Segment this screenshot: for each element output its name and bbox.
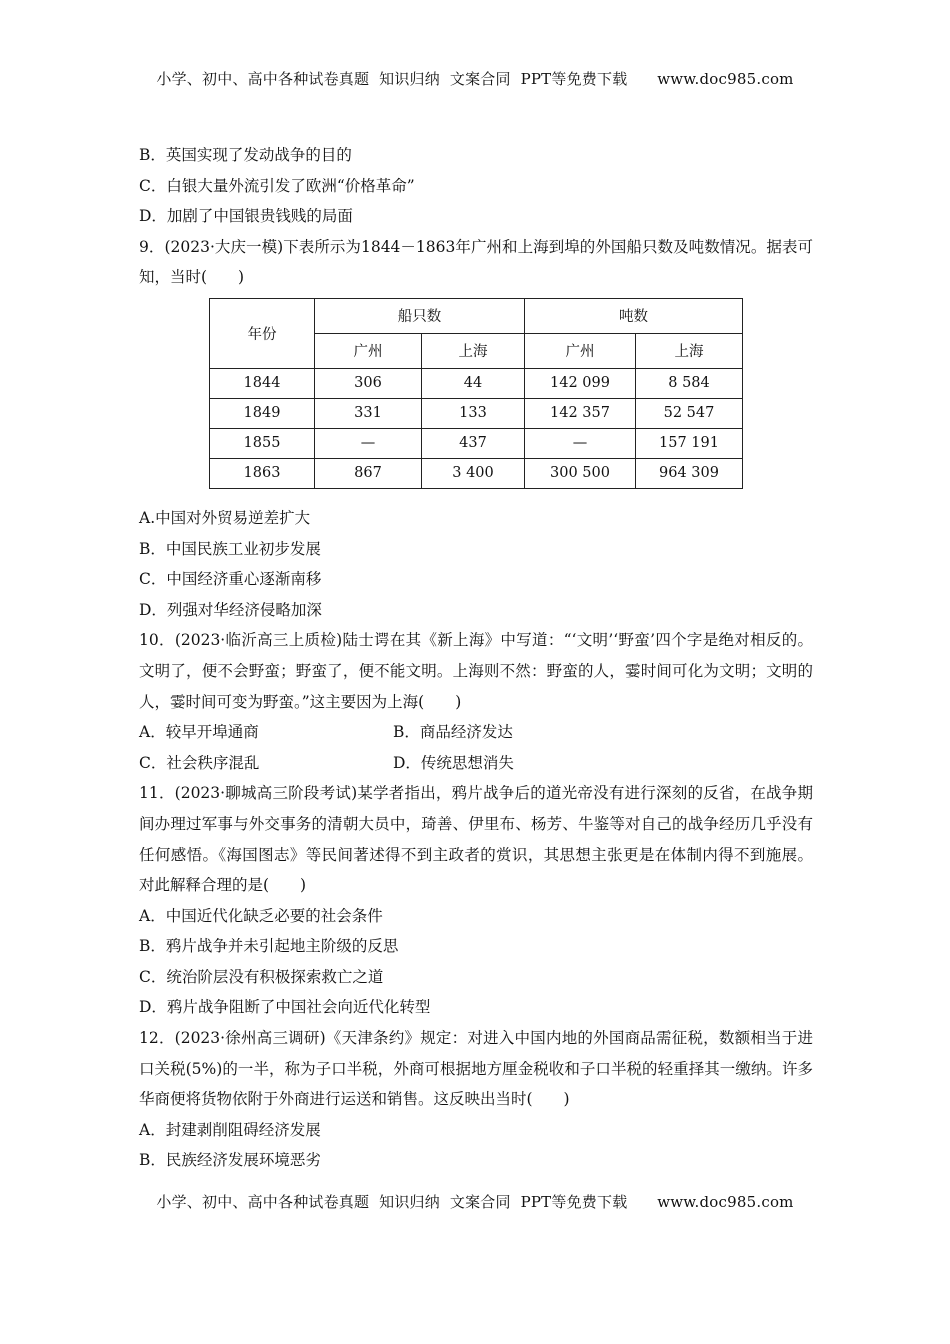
exam-content: [139, 140, 813, 1176]
table-cell: 867: [315, 458, 422, 488]
table-cell: 3 400: [422, 458, 525, 488]
q10-option-d: D．传统思想消失: [393, 753, 514, 772]
q10-option-c: C．社会秩序混乱: [139, 753, 260, 772]
q11-option-b: B．鸦片战争并未引起地主阶级的反思: [139, 937, 399, 956]
table-cell: 306: [315, 368, 422, 398]
q12-stem: 12．(2023·徐州高三调研)《天津条约》规定：对进入中国内地的外国商品需征税，数额相当于进口关税(5%)的一半，称为子口半税，外商可根据地方厘金税收和子口半税的轻重择其一缴纳。许多华商便将货物依附于外商进行运送和销售。这反映出当时( ): [139, 1029, 813, 1109]
q9-stem: 9．(2023·大庆一模)下表所示为1844－1863年广州和上海到埠的外国船只数及吨数情况。据表可知，当时( ): [139, 237, 813, 287]
table-row: [210, 458, 743, 488]
q11-option-a: A．中国近代化缺乏必要的社会条件: [139, 906, 383, 925]
table-cell: 1844: [210, 368, 315, 398]
q10-option-a: A．较早开埠通商: [139, 723, 259, 742]
table-cell: 142 099: [525, 368, 636, 398]
table-cell: 437: [422, 428, 525, 458]
q11-stem: 11．(2023·聊城高三阶段考试)某学者指出，鸦片战争后的道光帝没有进行深刻的反省，在战争期间办理过军事与外交事务的清朝大员中，琦善、伊里布、杨芳、牛鉴等对自己的战争经历几乎没有任何感悟。《海国图志》等民间著述得不到主政者的赏识，其思想主张更是在体制内得不到施展。对此解释合理的是( ): [139, 784, 813, 895]
ships-header: 船只数: [315, 298, 525, 333]
q8-option-c: C．白银大量外流引发了欧洲“价格革命”: [139, 176, 415, 195]
table-cell: 133: [422, 398, 525, 428]
sub-header: 广州: [315, 333, 422, 368]
q12-option-a: A．封建剥削阻碍经济发展: [139, 1120, 321, 1139]
table-cell: 964 309: [636, 458, 743, 488]
sub-header: 上海: [422, 333, 525, 368]
q9-option-d: D．列强对华经济侵略加深: [139, 600, 322, 619]
q10-options-row-1: [139, 717, 813, 748]
table-cell: 157 191: [636, 428, 743, 458]
table-cell: 1863: [210, 458, 315, 488]
table-header-row: [210, 298, 743, 333]
table-row: [210, 368, 743, 398]
q10-stem: 10．(2023·临沂高三上质检)陆士谔在其《新上海》中写道：“‘文明’‘野蛮’四个字是绝对相反的。文明了，便不会野蛮；野蛮了，便不能文明。上海则不然：野蛮的人，霎时间可化为文明；文明的人，霎时间可变为野蛮。”这主要因为上海( ): [139, 631, 813, 711]
q11-option-d: D．鸦片战争阻断了中国社会向近代化转型: [139, 998, 431, 1017]
table-cell: 142 357: [525, 398, 636, 428]
table-row: [210, 398, 743, 428]
table-cell: 300 500: [525, 458, 636, 488]
table-cell: 331: [315, 398, 422, 428]
table-cell: 1855: [210, 428, 315, 458]
table-row: [210, 428, 743, 458]
table-cell: —: [315, 428, 422, 458]
tonnage-header: 吨数: [525, 298, 743, 333]
table-cell: 52 547: [636, 398, 743, 428]
sub-header: 上海: [636, 333, 743, 368]
q9-option-a: A.中国对外贸易逆差扩大: [139, 508, 311, 527]
page-header: 小学、初中、高中各种试卷真题 知识归纳 文案合同 PPT等免费下载 www.doc985.com: [156, 70, 794, 88]
q10-option-b: B．商品经济发达: [393, 723, 513, 742]
q11-option-c: C．统治阶层没有积极探索救亡之道: [139, 967, 384, 986]
q9-table: [209, 298, 743, 489]
year-header: 年份: [210, 298, 315, 368]
table-cell: 8 584: [636, 368, 743, 398]
table-cell: 1849: [210, 398, 315, 428]
page-footer: 小学、初中、高中各种试卷真题 知识归纳 文案合同 PPT等免费下载 www.doc985.com: [156, 1193, 794, 1211]
q8-option-b: B．英国实现了发动战争的目的: [139, 146, 352, 164]
q12-option-b: B．民族经济发展环境恶劣: [139, 1151, 321, 1170]
sub-header: 广州: [525, 333, 636, 368]
q9-option-c: C．中国经济重心逐渐南移: [139, 570, 322, 589]
table-cell: 44: [422, 368, 525, 398]
q9-option-b: B．中国民族工业初步发展: [139, 539, 321, 558]
q9-table-wrap: [209, 298, 813, 489]
q10-options-row-2: [139, 748, 813, 779]
table-cell: —: [525, 428, 636, 458]
q8-option-d: D．加剧了中国银贵钱贱的局面: [139, 207, 353, 226]
